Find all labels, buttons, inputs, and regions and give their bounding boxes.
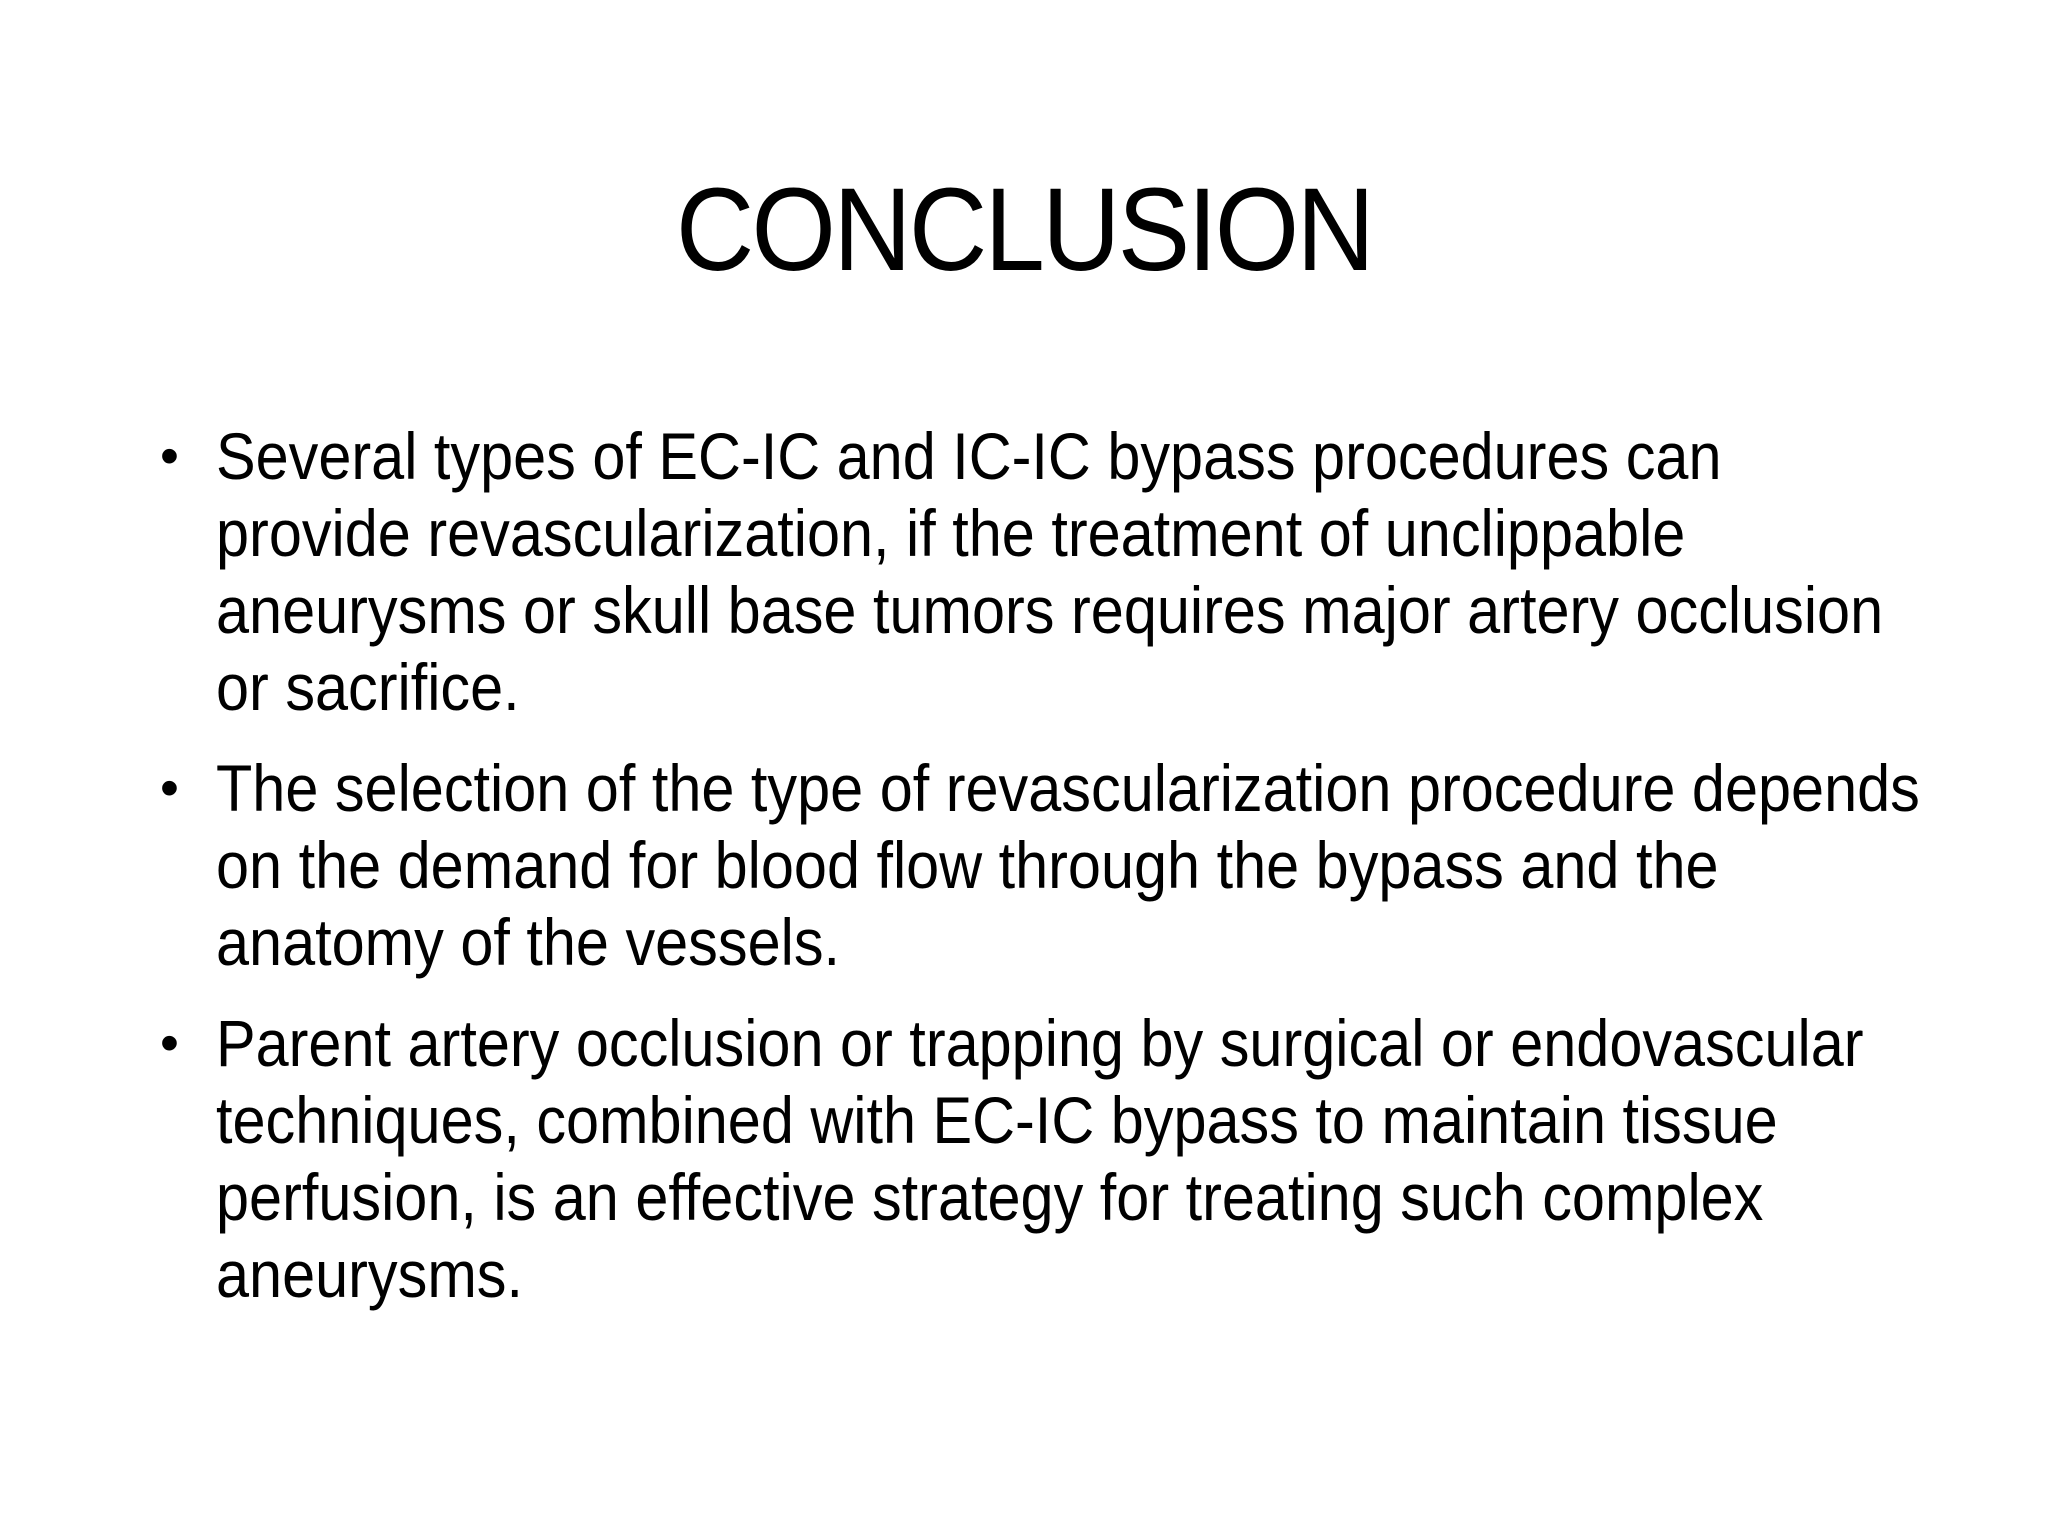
bullet-icon: • — [160, 758, 179, 818]
bullet-icon: • — [160, 1013, 179, 1073]
slide-title: CONCLUSION — [675, 164, 1373, 296]
bullet-text: Several types of EC-IC and IC-IC bypass procedures can provide revascularization, if the treatment of unclippable aneurysms or skull base tumors requires major artery occlusion or sacrifice. — [216, 419, 1884, 724]
list-item — [160, 418, 1920, 726]
bullet-list — [160, 418, 1920, 1337]
bullet-text: The selection of the type of revascularization procedure depends on the demand for blood flow through the bypass and the anatomy of the vessels. — [216, 751, 1920, 979]
bullet-icon: • — [160, 426, 179, 486]
list-item — [160, 750, 1920, 981]
list-item — [160, 1005, 1920, 1313]
bullet-text: Parent artery occlusion or trapping by surgical or endovascular techniques, combined with EC-IC bypass to maintain tissue perfusion, is an effective strategy for treating such complex aneurysms. — [216, 1006, 1864, 1311]
